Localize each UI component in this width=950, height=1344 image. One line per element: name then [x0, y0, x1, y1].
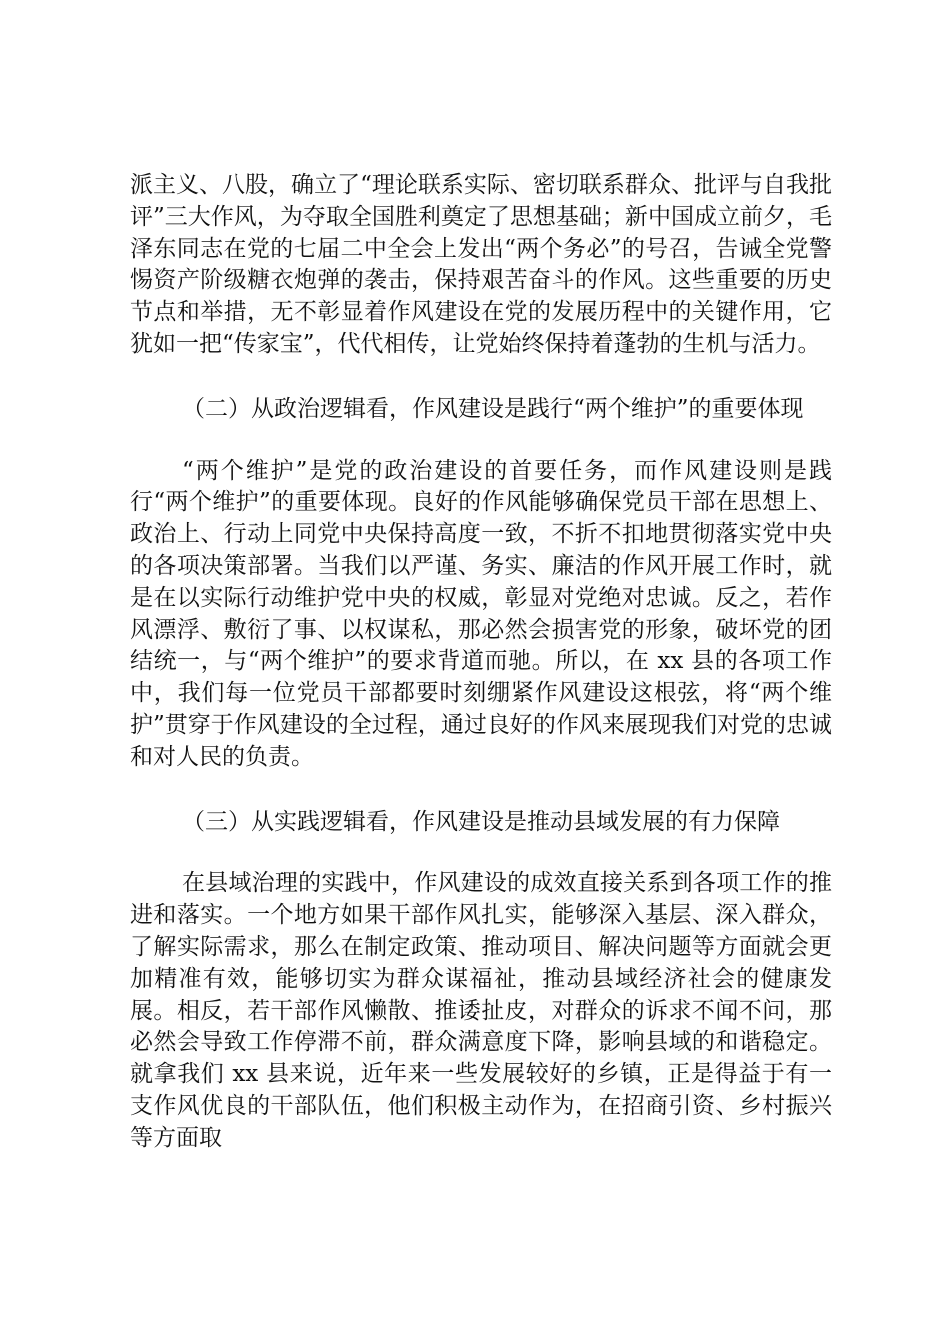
paragraph-two-safeguards: “两个维护”是党的政治建设的首要任务，而作风建设则是践行“两个维护”的重要体现。良好的作风能够确保党员干部在思想上、政治上、行动上同党中央保持高度一致，不折不扣地贯彻落实党中央的各项决策部署。当我们以严谨、务实、廉洁的作风开展工作时，就是在以实际行动维护党中央的权威，彰显对党绝对忠诚。反之，若作风漂浮、敷衍了事、以权谋私，那必然会损害党的形象，破坏党的团结统一，与“两个维护”的要求背道而驰。所以，在 xx 县的各项工作中，我们每一位党员干部都要时刻绷紧作风建设这根弦，将“两个维护”贯穿于作风建设的全过程，通过良好的作风来展现我们对党的忠诚和对人民的负责。 — [130, 457, 832, 770]
paragraph-historical-logic-continued: 派主义、八股，确立了“理论联系实际、密切联系群众、批评与自我批评”三大作风，为夺取全国胜利奠定了思想基础；新中国成立前夕，毛泽东同志在党的七届二中全会上发出“两个务必”的号召，告诫全党警惕资产阶级糖衣炮弹的袭击，保持艰苦奋斗的作风。这些重要的历史节点和举措，无不彰显着作风建设在党的发展历程中的关键作用，它犹如一把“传家宝”，代代相传，让党始终保持着蓬勃的生机与活力。 — [130, 172, 832, 357]
paragraph-county-governance: 在县域治理的实践中，作风建设的成效直接关系到各项工作的推进和落实。一个地方如果干部作风扎实，能够深入基层、深入群众，了解实际需求，那么在制定政策、推动项目、解决问题等方面就会更加精准有效，能够切实为群众谋福祉，推动县域经济社会的健康发展。相反，若干部作风懒散、推诿扯皮，对群众的诉求不闻不问，那必然会导致工作停滞不前，群众满意度下降，影响县域的和谐稳定。就拿我们 xx 县来说，近年来一些发展较好的乡镇，正是得益于有一支作风优良的干部队伍，他们积极主动作为，在招商引资、乡村振兴等方面取 — [130, 870, 832, 1151]
section-heading-political-logic: （二）从政治逻辑看，作风建设是践行“两个维护”的重要体现 — [182, 395, 804, 422]
document-body — [130, 170, 832, 1155]
section-heading-practical-logic: （三）从实践逻辑看，作风建设是推动县域发展的有力保障 — [182, 808, 780, 835]
